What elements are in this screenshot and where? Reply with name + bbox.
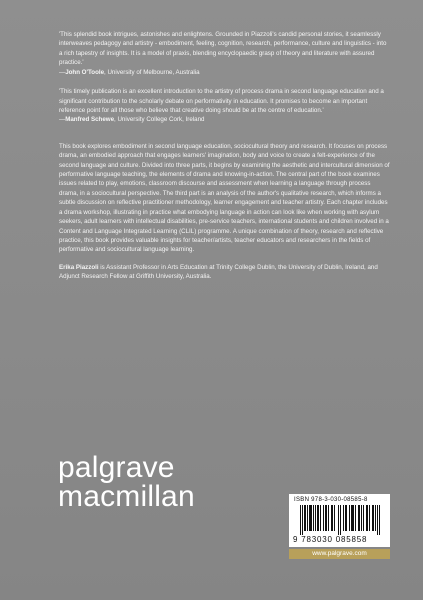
quote-2-dash: —: [59, 116, 66, 124]
author-bio: [59, 263, 391, 282]
quote-2: [59, 87, 391, 125]
author-bio-text: is Assistant Professor in Arts Education at Trinity College Dublin, the University of Dublin, Ireland, and Adjunct Research Fellow at Griffith University, Australia.: [59, 263, 378, 281]
isbn-label: ISBN 978-3-030-08585-8: [294, 497, 368, 503]
barcode-icon: [299, 505, 381, 535]
publisher-logo-line2: macmillan: [58, 480, 195, 513]
quote-2-attribution: [59, 115, 391, 124]
quote-1-attribution: [59, 68, 391, 77]
quote-1: [59, 30, 391, 77]
publisher-logo-line1: palgrave: [58, 451, 175, 484]
quote-2-text: 'This timely publication is an excellent introduction to the artistry of process drama in second language education and a significant contribution to the scholarly debate on performativity in education. It promises to become an important reference point for all those who believe that creative doing should be at the centre of education.': [59, 88, 384, 114]
text-content: [59, 30, 391, 282]
quote-2-author: Manfred Schewe: [65, 116, 115, 124]
publisher-logo: [58, 453, 195, 512]
isbn-barcode-box: [289, 494, 390, 547]
barcode-digits: 9 783030 085858: [293, 535, 368, 544]
quote-1-author: John O'Toole: [65, 68, 105, 76]
author-bio-name: Erika Piazzoli: [59, 263, 99, 271]
book-description: This book explores embodiment in second language education, sociocultural theory and research. It focuses on process drama, an embodied approach that engages learners' imagination, body and voice to create a felt-experience of the second language and culture. Divided into three parts, it begins by examining the aesthetic and intercultural dimension of performative language teaching, the elements of drama and knowing-in-action. The central part of the book examines issues related to play, emotions, classroom discourse and assessment when learning a language through process drama, in a sociocultural perspective. The third part is an analysis of the author's qualitative research, which informs a subtle discussion on reflective practitioner methodology, learner engagement and teacher artistry. Each chapter includes a drama workshop, illustrating in practice what embodying language in action can look like when working with asylum seekers, adult learners with intellectual disabilities, pre-service teachers, international students and children involved in a Content and Language Integrated Learning (CLIL) programme. A unique combination of theory, research and reflective practice, this book provides valuable insights for teacher/artists, teacher educators and researchers in the fields of performative and sociocultural language learning.: [59, 142, 390, 254]
publisher-url[interactable]: www.palgrave.com: [289, 549, 390, 559]
quote-1-dash: —: [59, 68, 66, 76]
quote-1-affiliation: , University of Melbourne, Australia: [104, 68, 200, 76]
quote-1-text: 'This splendid book intrigues, astonishes and enlightens. Grounded in Piazzoli's candid personal stories, it seamlessly interweaves pedagogy and artistry - embodiment, feeling, cognition, research, performance, culture and linguistics - into a rich tapestry of insights. It is a model of praxis, blending encyclopaedic grasp of theory and literature with assured practice.': [59, 31, 387, 67]
quote-2-affiliation: , University College Cork, Ireland: [114, 116, 205, 124]
